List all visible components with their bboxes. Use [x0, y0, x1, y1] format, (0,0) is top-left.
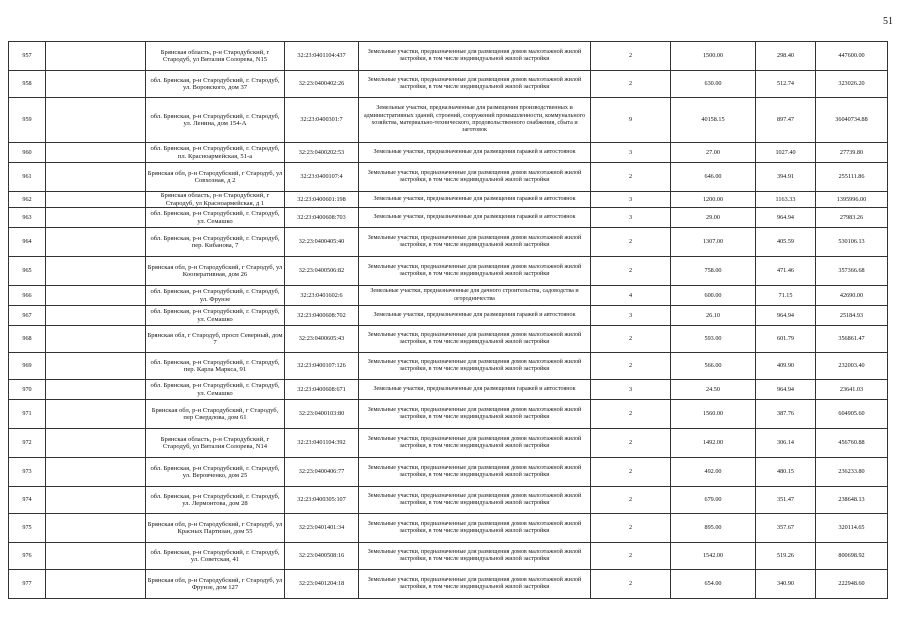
empty-cell	[46, 257, 146, 286]
empty-cell	[46, 543, 146, 570]
land-use-cell: Земельные участки, предназначенные для размещения домов малоэтажной жилой застройки, в том числе индивидуальной жилой застройки	[359, 163, 591, 192]
table-body	[9, 42, 888, 599]
area-cell: 1307.00	[671, 228, 756, 257]
cadastral-number-cell: 32:23:0400601:198	[285, 192, 359, 208]
table-row	[9, 228, 888, 257]
row-number-cell: 976	[9, 543, 46, 570]
address-cell: Брянская обл, р-н Стародубский, г Стародуб, ул Фрунзе, дом 127	[146, 570, 285, 599]
table-row	[9, 429, 888, 458]
table-row	[9, 98, 888, 143]
row-number-cell: 975	[9, 514, 46, 543]
land-use-cell: Земельные участки, предназначенные для размещения гаражей и автостоянок	[359, 208, 591, 228]
category-cell: 2	[591, 458, 671, 487]
cadastral-number-cell: 32:23:0400506:82	[285, 257, 359, 286]
row-number-cell: 967	[9, 306, 46, 326]
table-row	[9, 306, 888, 326]
row-number-cell: 961	[9, 163, 46, 192]
land-use-cell: Земельные участки, предназначенные для размещения гаражей и автостоянок	[359, 306, 591, 326]
empty-cell	[46, 192, 146, 208]
area-cell: 1560.00	[671, 400, 756, 429]
cadastral-value-cell: 530106.13	[816, 228, 888, 257]
land-use-cell: Земельные участки, предназначенные для размещения домов малоэтажной жилой застройки, в том числе индивидуальной жилой застройки	[359, 429, 591, 458]
category-cell: 2	[591, 257, 671, 286]
address-cell: обл. Брянская, р-н Стародубский, г. Стародуб, ул. Веровченко, дом 25	[146, 458, 285, 487]
empty-cell	[46, 163, 146, 192]
table-row	[9, 326, 888, 353]
empty-cell	[46, 400, 146, 429]
land-use-cell: Земельные участки, предназначенные для размещения гаражей и автостоянок	[359, 380, 591, 400]
category-cell: 3	[591, 306, 671, 326]
row-number-cell: 964	[9, 228, 46, 257]
category-cell: 2	[591, 570, 671, 599]
address-cell: обл. Брянская, р-н Стародубский, г. Стародуб, ул. Воровского, дом 37	[146, 71, 285, 98]
row-number-cell: 971	[9, 400, 46, 429]
address-cell: обл. Брянская, р-н Стародубский, г. Стародуб, ул. Семашко	[146, 380, 285, 400]
cadastral-number-cell: 32:23:0400402:26	[285, 71, 359, 98]
row-number-cell: 965	[9, 257, 46, 286]
unit-value-cell: 409.90	[756, 353, 816, 380]
unit-value-cell: 71.15	[756, 286, 816, 306]
row-number-cell: 963	[9, 208, 46, 228]
unit-value-cell: 357.67	[756, 514, 816, 543]
table-row	[9, 458, 888, 487]
table-row	[9, 286, 888, 306]
unit-value-cell: 1163.33	[756, 192, 816, 208]
area-cell: 646.00	[671, 163, 756, 192]
cadastral-number-cell: 32:23:0400107:126	[285, 353, 359, 380]
area-cell: 492.00	[671, 458, 756, 487]
area-cell: 566.00	[671, 353, 756, 380]
cadastral-value-cell: 604905.60	[816, 400, 888, 429]
row-number-cell: 962	[9, 192, 46, 208]
unit-value-cell: 519.26	[756, 543, 816, 570]
address-cell: обл. Брянская, р-н Стародубский, г. Стародуб, пл. Красноармейская, 51-а	[146, 143, 285, 163]
page-number: 51	[883, 16, 893, 27]
cadastral-value-cell: 323026.20	[816, 71, 888, 98]
cadastral-number-cell: 32:23:0400605:43	[285, 326, 359, 353]
cadastral-number-cell: 32:23:0400406:77	[285, 458, 359, 487]
cadastral-number-cell: 32:23:0400301:7	[285, 98, 359, 143]
cadastral-number-cell: 32:23:0400305:107	[285, 487, 359, 514]
cadastral-value-cell: 27983.26	[816, 208, 888, 228]
empty-cell	[46, 286, 146, 306]
cadastral-number-cell: 32:23:0400508:16	[285, 543, 359, 570]
area-cell: 27.00	[671, 143, 756, 163]
area-cell: 29.00	[671, 208, 756, 228]
table-row	[9, 487, 888, 514]
unit-value-cell: 964.94	[756, 208, 816, 228]
empty-cell	[46, 514, 146, 543]
land-parcel-table	[8, 41, 888, 599]
empty-cell	[46, 487, 146, 514]
table-row	[9, 257, 888, 286]
cadastral-number-cell: 32:23:0400608:703	[285, 208, 359, 228]
category-cell: 2	[591, 163, 671, 192]
empty-cell	[46, 429, 146, 458]
table-row	[9, 163, 888, 192]
row-number-cell: 973	[9, 458, 46, 487]
empty-cell	[46, 228, 146, 257]
cadastral-value-cell: 357366.68	[816, 257, 888, 286]
land-use-cell: Земельные участки, предназначенные для размещения гаражей и автостоянок	[359, 143, 591, 163]
cadastral-value-cell: 222948.60	[816, 570, 888, 599]
unit-value-cell: 387.76	[756, 400, 816, 429]
empty-cell	[46, 42, 146, 71]
cadastral-value-cell: 42690.00	[816, 286, 888, 306]
unit-value-cell: 340.90	[756, 570, 816, 599]
category-cell: 2	[591, 514, 671, 543]
land-use-cell: Земельные участки, предназначенные для размещения домов малоэтажной жилой застройки, в том числе индивидуальной жилой застройки	[359, 458, 591, 487]
land-use-cell: Земельные участки, предназначенные для размещения домов малоэтажной жилой застройки, в том числе индивидуальной жилой застройки	[359, 353, 591, 380]
cadastral-number-cell: 32:23:0400608:702	[285, 306, 359, 326]
category-cell: 9	[591, 98, 671, 143]
area-cell: 26.10	[671, 306, 756, 326]
land-use-cell: Земельные участки, предназначенные для размещения гаражей и автостоянок	[359, 192, 591, 208]
land-use-cell: Земельные участки, предназначенные для размещения производственных и административных зданий, строений, сооружений промышленности, коммунального хозяйства, материально-технического, продовольственного снабжения, сбыта и заготовок	[359, 98, 591, 143]
unit-value-cell: 512.74	[756, 71, 816, 98]
category-cell: 2	[591, 228, 671, 257]
unit-value-cell: 306.14	[756, 429, 816, 458]
empty-cell	[46, 570, 146, 599]
row-number-cell: 977	[9, 570, 46, 599]
area-cell: 654.00	[671, 570, 756, 599]
empty-cell	[46, 71, 146, 98]
area-cell: 593.00	[671, 326, 756, 353]
empty-cell	[46, 326, 146, 353]
cadastral-value-cell: 27739.80	[816, 143, 888, 163]
table-row	[9, 543, 888, 570]
area-cell: 1492.00	[671, 429, 756, 458]
land-use-cell: Земельные участки, предназначенные для размещения домов малоэтажной жилой застройки, в том числе индивидуальной жилой застройки	[359, 543, 591, 570]
empty-cell	[46, 98, 146, 143]
area-cell: 679.00	[671, 487, 756, 514]
category-cell: 2	[591, 353, 671, 380]
empty-cell	[46, 353, 146, 380]
area-cell: 630.00	[671, 71, 756, 98]
category-cell: 2	[591, 42, 671, 71]
cadastral-value-cell: 456760.88	[816, 429, 888, 458]
area-cell: 895.00	[671, 514, 756, 543]
cadastral-value-cell: 23641.03	[816, 380, 888, 400]
cadastral-value-cell: 232003.40	[816, 353, 888, 380]
table-row	[9, 514, 888, 543]
empty-cell	[46, 458, 146, 487]
area-cell: 1542.00	[671, 543, 756, 570]
unit-value-cell: 394.91	[756, 163, 816, 192]
address-cell: Брянская обл, р-н Стародубский, г Стародуб, ул Кооперативная, дом 26	[146, 257, 285, 286]
cadastral-number-cell: 32:23:0401104:437	[285, 42, 359, 71]
address-cell: обл. Брянская, р-н Стародубский, г. Стародуб, ул. Фрунзе	[146, 286, 285, 306]
land-use-cell: Земельные участки, предназначенные для размещения домов малоэтажной жилой застройки, в том числе индивидуальной жилой застройки	[359, 257, 591, 286]
land-use-cell: Земельные участки, предназначенные для дачного строительства, садоводства и огородничества	[359, 286, 591, 306]
address-cell: Брянская обл, р-н Стародубский, г Стародуб, ул Совхозная, д 2	[146, 163, 285, 192]
cadastral-value-cell: 25184.93	[816, 306, 888, 326]
category-cell: 3	[591, 208, 671, 228]
empty-cell	[46, 380, 146, 400]
area-cell: 24.50	[671, 380, 756, 400]
category-cell: 2	[591, 429, 671, 458]
land-use-cell: Земельные участки, предназначенные для размещения домов малоэтажной жилой застройки, в том числе индивидуальной жилой застройки	[359, 42, 591, 71]
cadastral-value-cell: 238648.13	[816, 487, 888, 514]
address-cell: обл. Брянская, р-н Стародубский, г. Стародуб, ул. Лермонтова, дом 28	[146, 487, 285, 514]
land-use-cell: Земельные участки, предназначенные для размещения домов малоэтажной жилой застройки, в том числе индивидуальной жилой застройки	[359, 487, 591, 514]
area-cell: 40158.15	[671, 98, 756, 143]
unit-value-cell: 964.94	[756, 380, 816, 400]
row-number-cell: 969	[9, 353, 46, 380]
address-cell: обл. Брянская, р-н Стародубский, г. Стародуб, ул. Советская, 41	[146, 543, 285, 570]
row-number-cell: 970	[9, 380, 46, 400]
category-cell: 2	[591, 326, 671, 353]
cadastral-number-cell: 32:23:0400405:40	[285, 228, 359, 257]
empty-cell	[46, 306, 146, 326]
cadastral-number-cell: 32:23:0400202:53	[285, 143, 359, 163]
cadastral-number-cell: 32:23:0401401:34	[285, 514, 359, 543]
cadastral-number-cell: 32:23:0400608:671	[285, 380, 359, 400]
unit-value-cell: 480.15	[756, 458, 816, 487]
row-number-cell: 968	[9, 326, 46, 353]
land-use-cell: Земельные участки, предназначенные для размещения домов малоэтажной жилой застройки, в том числе индивидуальной жилой застройки	[359, 400, 591, 429]
area-cell: 758.00	[671, 257, 756, 286]
address-cell: обл. Брянская, р-н Стародубский, г. Стародуб, ул. Семашко	[146, 208, 285, 228]
area-cell: 1200.00	[671, 192, 756, 208]
area-cell: 1500.00	[671, 42, 756, 71]
empty-cell	[46, 143, 146, 163]
row-number-cell: 960	[9, 143, 46, 163]
table-row	[9, 71, 888, 98]
cadastral-value-cell: 447600.00	[816, 42, 888, 71]
address-cell: обл. Брянская, р-н Стародубский, г. Стародуб, пер. Кибанова, 7	[146, 228, 285, 257]
row-number-cell: 957	[9, 42, 46, 71]
unit-value-cell: 964.94	[756, 306, 816, 326]
cadastral-value-cell: 800698.92	[816, 543, 888, 570]
unit-value-cell: 471.46	[756, 257, 816, 286]
category-cell: 2	[591, 400, 671, 429]
category-cell: 3	[591, 192, 671, 208]
empty-cell	[46, 208, 146, 228]
area-cell: 600.00	[671, 286, 756, 306]
address-cell: Брянская обл, г Стародуб, просп Северный, дом 7	[146, 326, 285, 353]
table-row	[9, 208, 888, 228]
cadastral-value-cell: 1395996.00	[816, 192, 888, 208]
cadastral-value-cell: 255111.86	[816, 163, 888, 192]
address-cell: обл. Брянская, р-н Стародубский, г. Стародуб, пер. Карла Маркса, 91	[146, 353, 285, 380]
land-use-cell: Земельные участки, предназначенные для размещения домов малоэтажной жилой застройки, в том числе индивидуальной жилой застройки	[359, 514, 591, 543]
row-number-cell: 959	[9, 98, 46, 143]
land-use-cell: Земельные участки, предназначенные для размещения домов малоэтажной жилой застройки, в том числе индивидуальной жилой застройки	[359, 228, 591, 257]
cadastral-value-cell: 236233.80	[816, 458, 888, 487]
unit-value-cell: 298.40	[756, 42, 816, 71]
category-cell: 2	[591, 71, 671, 98]
unit-value-cell: 351.47	[756, 487, 816, 514]
table-row	[9, 192, 888, 208]
cadastral-number-cell: 32:23:0401204:18	[285, 570, 359, 599]
unit-value-cell: 405.59	[756, 228, 816, 257]
category-cell: 2	[591, 543, 671, 570]
table-row	[9, 380, 888, 400]
category-cell: 3	[591, 143, 671, 163]
cadastral-number-cell: 32:23:0400103:80	[285, 400, 359, 429]
cadastral-value-cell: 356861.47	[816, 326, 888, 353]
row-number-cell: 974	[9, 487, 46, 514]
cadastral-value-cell: 36040734.88	[816, 98, 888, 143]
cadastral-number-cell: 32:23:0401104:392	[285, 429, 359, 458]
cadastral-number-cell: 32:23:0400107:4	[285, 163, 359, 192]
address-cell: Брянская обл, р-н Стародубский, г Стародуб, ул Красных Партизан, дом 55	[146, 514, 285, 543]
row-number-cell: 972	[9, 429, 46, 458]
address-cell: Брянская область, р-н Стародубский, г Стародуб, ул Виталия Солорева, N15	[146, 42, 285, 71]
table-row	[9, 143, 888, 163]
unit-value-cell: 601.79	[756, 326, 816, 353]
address-cell: Брянская область, р-н Стародубский, г Стародуб, ул Виталия Солорева, N14	[146, 429, 285, 458]
unit-value-cell: 1027.40	[756, 143, 816, 163]
land-use-cell: Земельные участки, предназначенные для размещения домов малоэтажной жилой застройки, в том числе индивидуальной жилой застройки	[359, 326, 591, 353]
table-row	[9, 353, 888, 380]
row-number-cell: 958	[9, 71, 46, 98]
category-cell: 2	[591, 487, 671, 514]
category-cell: 3	[591, 380, 671, 400]
land-use-cell: Земельные участки, предназначенные для размещения домов малоэтажной жилой застройки, в том числе индивидуальной жилой застройки	[359, 71, 591, 98]
cadastral-value-cell: 320114.65	[816, 514, 888, 543]
table-row	[9, 42, 888, 71]
row-number-cell: 966	[9, 286, 46, 306]
table-row	[9, 570, 888, 599]
address-cell: обл. Брянская, р-н Стародубский, г. Стародуб, ул. Семашко	[146, 306, 285, 326]
table-row	[9, 400, 888, 429]
unit-value-cell: 897.47	[756, 98, 816, 143]
address-cell: обл. Брянская, р-н Стародубский, г. Стародуб, ул. Ленина, дом 154-А	[146, 98, 285, 143]
cadastral-number-cell: 32:23:0401602:6	[285, 286, 359, 306]
address-cell: Брянская обл, р-н Стародубский, г Стародуб, пер Свердлова, дом 61	[146, 400, 285, 429]
address-cell: Брянская область, р-н Стародубский, г Стародуб, ул Красноармейская, д 1	[146, 192, 285, 208]
category-cell: 4	[591, 286, 671, 306]
land-use-cell: Земельные участки, предназначенные для размещения домов малоэтажной жилой застройки, в том числе индивидуальной жилой застройки	[359, 570, 591, 599]
